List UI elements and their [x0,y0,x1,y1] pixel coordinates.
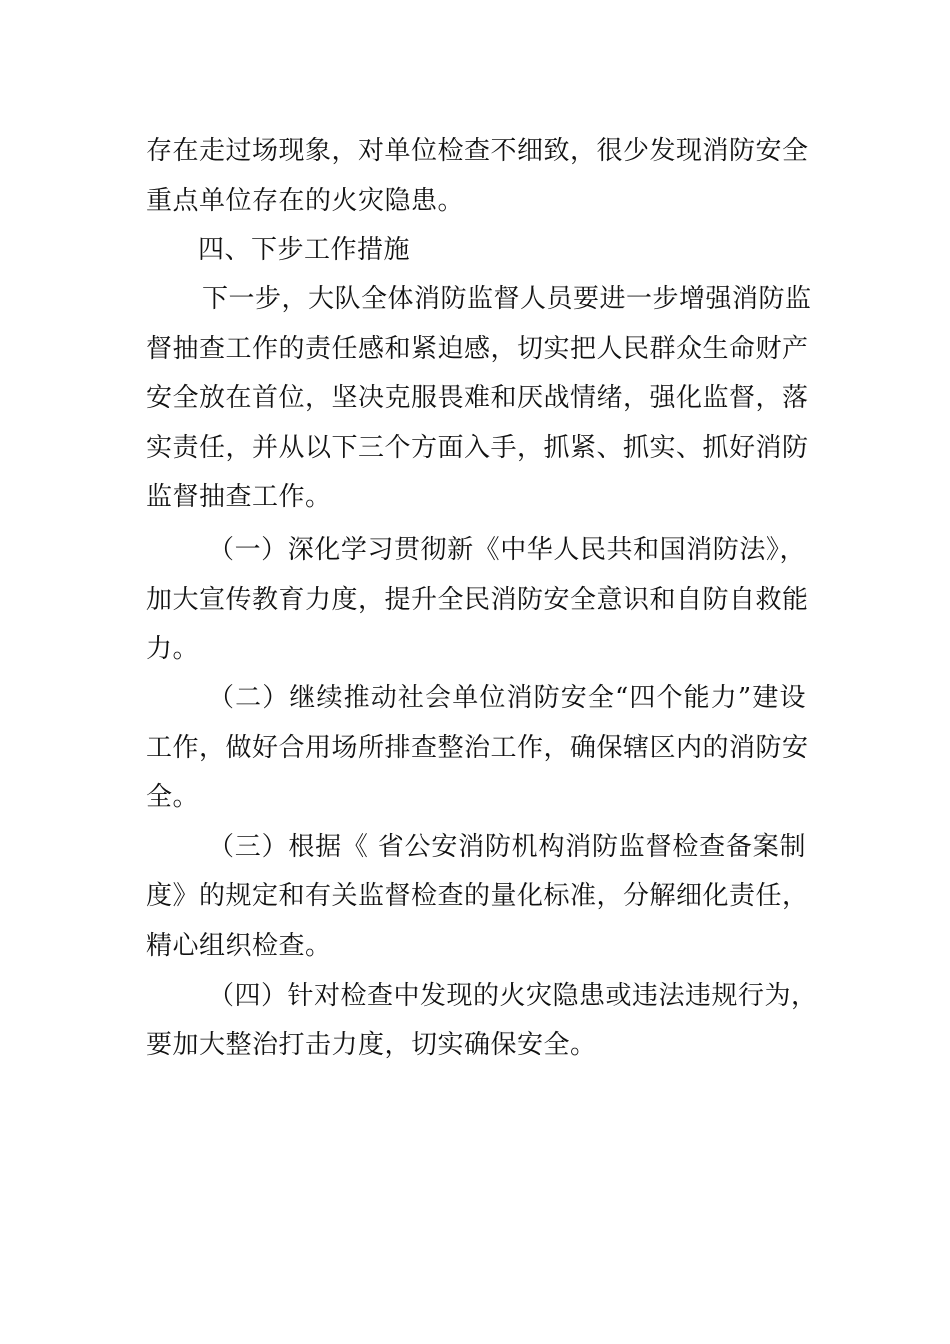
paragraph-line: 重点单位存在的火灾隐患。 [146,186,465,216]
list-item-line: （一）深化学习贯彻新《中华人民共和国消防法》， [208,535,806,565]
section-heading: 四、下步工作措施 [198,235,411,265]
paragraph-line: 加大宣传教育力度，提升全民消防安全意识和自防自救能 [146,585,809,615]
paragraph-line: 下一步，大队全体消防监督人员要进一步增强消防监 [202,284,812,314]
list-item-line: （二）继续推动社会单位消防安全“四个能力”建设 [208,683,806,713]
paragraph-line: 要加大整治打击力度，切实确保安全。 [146,1030,597,1060]
paragraph-line: 全。 [146,782,200,812]
paragraph-line: 安全放在首位，坚决克服畏难和厌战情绪，强化监督，落 [146,383,809,413]
paragraph-line: 实责任，并从以下三个方面入手，抓紧、抓实、抓好消防 [146,433,809,463]
paragraph-line: 存在走过场现象，对单位检查不细致，很少发现消防安全 [146,136,809,166]
list-item-line: （四）针对检查中发现的火灾隐患或违法违规行为， [208,981,818,1011]
paragraph-line: 精心组织检查。 [146,931,332,961]
paragraph-line: 工作，做好合用场所排查整治工作，确保辖区内的消防安 [146,733,809,763]
paragraph-line: 督抽查工作的责任感和紧迫感，切实把人民群众生命财产 [146,334,809,364]
paragraph-line: 监督抽查工作。 [146,482,332,512]
list-item-line: （三）根据《 省公安消防机构消防监督检查备案制 [208,832,806,862]
paragraph-line: 力。 [146,634,200,664]
paragraph-line: 度》的规定和有关监督检查的量化标准，分解细化责任， [146,881,809,911]
